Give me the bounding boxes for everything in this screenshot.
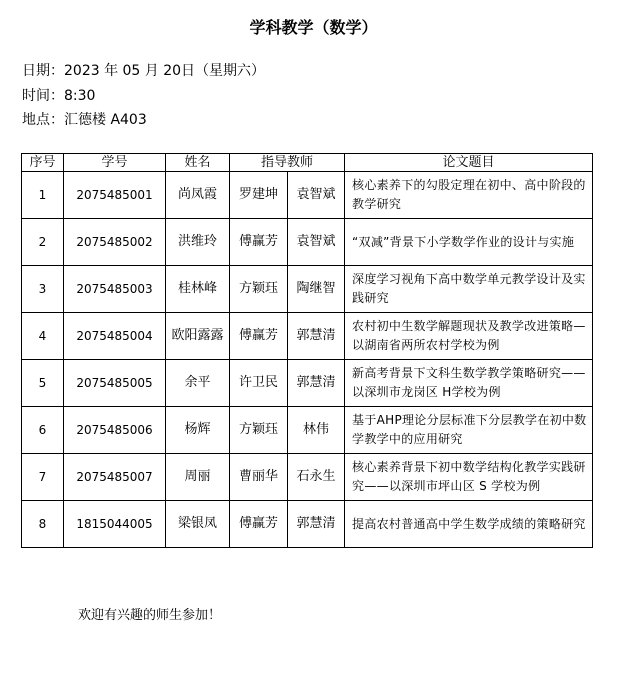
cell-index: 5	[22, 360, 64, 407]
cell-name: 欧阳露露	[166, 313, 230, 360]
cell-name: 余平	[166, 360, 230, 407]
cell-advisor-1: 方颖珏	[230, 266, 288, 313]
cell-advisor-2: 林伟	[288, 407, 345, 454]
cell-advisor-2: 石永生	[288, 454, 345, 501]
cell-index: 2	[22, 219, 64, 266]
cell-student-id: 2075485004	[64, 313, 166, 360]
document-title: 学科教学（数学）	[249, 18, 378, 37]
cell-advisor-1: 傅赢芳	[230, 501, 288, 548]
cell-advisor-1: 傅赢芳	[230, 313, 288, 360]
table-row	[22, 407, 593, 454]
table-row	[22, 454, 593, 501]
cell-thesis-title: 农村初中生数学解题现状及教学改进策略—以湖南省两所农村学校为例	[345, 313, 593, 360]
cell-index: 6	[22, 407, 64, 454]
cell-name: 周丽	[166, 454, 230, 501]
table-row	[22, 266, 593, 313]
table-row	[22, 360, 593, 407]
cell-student-id: 1815044005	[64, 501, 166, 548]
table-row	[22, 501, 593, 548]
cell-index: 7	[22, 454, 64, 501]
cell-advisor-2: 郭慧清	[288, 360, 345, 407]
cell-advisor-1: 方颖珏	[230, 407, 288, 454]
header-student-id: 学号	[64, 154, 166, 172]
place-line: 地点：汇德楼 A403	[22, 112, 147, 128]
cell-advisor-1: 罗建坤	[230, 172, 288, 219]
defense-schedule-table	[21, 153, 593, 548]
cell-advisor-2: 郭慧清	[288, 313, 345, 360]
invitation-note: 欢迎有兴趣的师生参加！	[78, 608, 222, 623]
cell-name: 洪维玲	[166, 219, 230, 266]
cell-advisor-1: 许卫民	[230, 360, 288, 407]
header-thesis-title: 论文题目	[345, 154, 593, 172]
cell-thesis-title: 核心素养下的勾股定理在初中、高中阶段的教学研究	[345, 172, 593, 219]
cell-student-id: 2075485005	[64, 360, 166, 407]
cell-thesis-title: 新高考背景下文科生数学教学策略研究——以深圳市龙岗区 H学校为例	[345, 360, 593, 407]
date-line: 日期：2023 年 05 月 20日（星期六）	[22, 63, 266, 79]
cell-index: 8	[22, 501, 64, 548]
cell-student-id: 2075485003	[64, 266, 166, 313]
cell-thesis-title: 核心素养背景下初中数学结构化教学实践研究——以深圳市坪山区 S 学校为例	[345, 454, 593, 501]
cell-student-id: 2075485002	[64, 219, 166, 266]
header-name: 姓名	[166, 154, 230, 172]
cell-name: 梁银凤	[166, 501, 230, 548]
table-row	[22, 219, 593, 266]
cell-advisor-2: 郭慧清	[288, 501, 345, 548]
table-header-row	[22, 154, 593, 172]
header-index: 序号	[22, 154, 64, 172]
header-advisor: 指导教师	[230, 154, 345, 172]
cell-name: 尚凤霞	[166, 172, 230, 219]
cell-advisor-2: 袁智斌	[288, 172, 345, 219]
cell-thesis-title: 基于AHP理论分层标准下分层教学在初中数学教学中的应用研究	[345, 407, 593, 454]
cell-index: 4	[22, 313, 64, 360]
cell-thesis-title: 提高农村普通高中学生数学成绩的策略研究	[345, 501, 593, 548]
cell-advisor-1: 曹丽华	[230, 454, 288, 501]
cell-name: 杨辉	[166, 407, 230, 454]
cell-index: 1	[22, 172, 64, 219]
cell-thesis-title: “双减”背景下小学数学作业的设计与实施	[345, 219, 593, 266]
table-row	[22, 313, 593, 360]
table-row	[22, 172, 593, 219]
cell-student-id: 2075485007	[64, 454, 166, 501]
cell-thesis-title: 深度学习视角下高中数学单元教学设计及实践研究	[345, 266, 593, 313]
cell-advisor-1: 傅赢芳	[230, 219, 288, 266]
cell-name: 桂林峰	[166, 266, 230, 313]
cell-student-id: 2075485006	[64, 407, 166, 454]
cell-advisor-2: 陶继智	[288, 266, 345, 313]
time-line: 时间：8:30	[22, 88, 96, 104]
cell-advisor-2: 袁智斌	[288, 219, 345, 266]
cell-index: 3	[22, 266, 64, 313]
cell-student-id: 2075485001	[64, 172, 166, 219]
